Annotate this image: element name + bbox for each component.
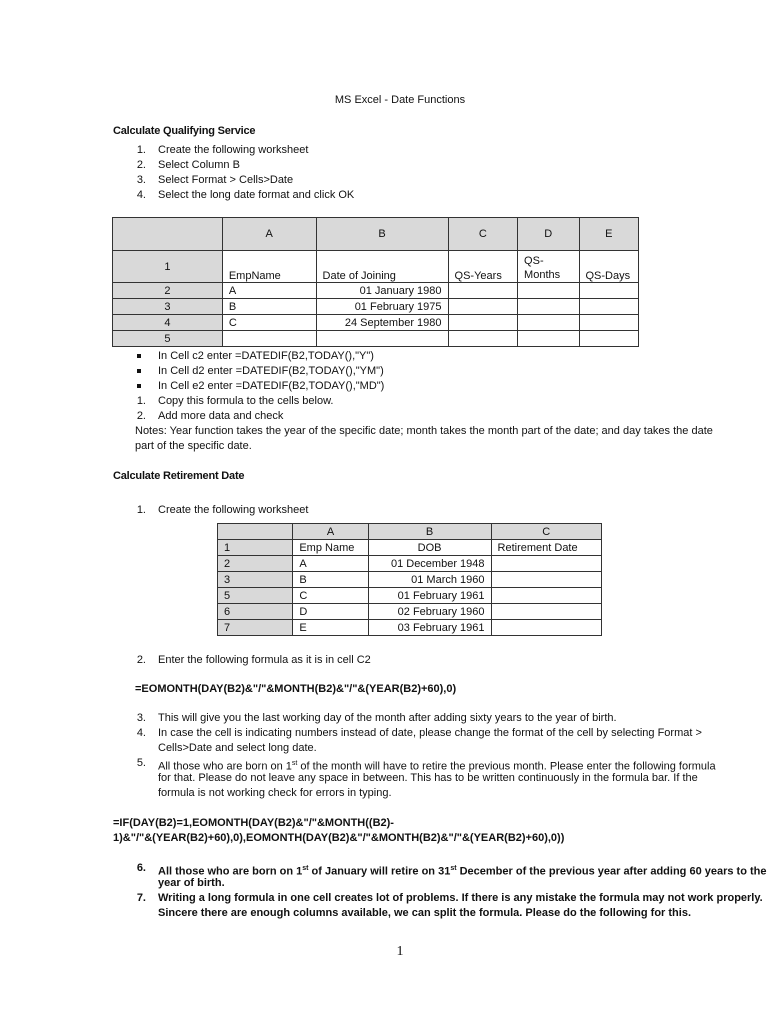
col-header: A	[222, 218, 316, 251]
qualifying-service-table	[112, 217, 639, 347]
step-item: Select Format > Cells>Date	[158, 174, 294, 186]
step-item: All those who are born on 1st of January will retire on 31st December of the previous year after adding 60 years to the	[158, 865, 767, 878]
col-header: C	[491, 524, 601, 540]
notes-line: part of the specific date.	[135, 440, 252, 452]
document-title: MS Excel - Date Functions	[334, 94, 466, 106]
col-header: B	[316, 218, 448, 251]
step-item: Add more data and check	[158, 410, 284, 422]
bullet-item: In Cell d2 enter =DATEDIF(B2,TODAY(),"YM")	[158, 365, 384, 377]
formula-if-eomonth-cont: 1)&"/"&(YEAR(B2)+60),0),EOMONTH(DAY(B2)&"/"&MONTH(B2)&"/"&(YEAR(B2)+60),0))	[113, 832, 565, 844]
notes-line: Notes: Year function takes the year of the specific date; month takes the month part of the date; and day takes the date	[135, 425, 713, 437]
row-header: 1	[113, 251, 223, 283]
page-number: 1	[396, 944, 404, 959]
table-row: 3 B 01 March 1960	[218, 572, 602, 588]
step-item: Enter the following formula as it is in cell C2	[158, 654, 371, 666]
step-item-cont: Cells>Date and select long date.	[158, 742, 317, 754]
table-row: 1 Emp Name DOB Retirement Date	[218, 540, 602, 556]
table-row: 7 E 03 February 1961	[218, 620, 602, 636]
step-item: Writing a long formula in one cell creates lot of problems. If there is any mistake the formula may not work properly.	[158, 892, 763, 904]
col-header: B	[368, 524, 491, 540]
table-row: 5	[113, 331, 639, 347]
bullet-item: In Cell c2 enter =DATEDIF(B2,TODAY(),"Y")	[158, 350, 374, 362]
table-row: 2 A 01 January 1980	[113, 283, 639, 299]
table-row: 3 B 01 February 1975	[113, 299, 639, 315]
col-header: C	[448, 218, 518, 251]
table-row: 2 A 01 December 1948	[218, 556, 602, 572]
step-item: Select Column B	[158, 159, 240, 171]
step-item-cont: for that. Please do not leave any space in between. This has to be written continuously in the formula bar. If the	[158, 772, 698, 784]
table-cell: QS- Months	[518, 251, 579, 283]
section-heading-qualifying-service: Calculate Qualifying Service	[113, 125, 256, 137]
table-row	[113, 251, 639, 283]
section-heading-retirement-date: Calculate Retirement Date	[113, 470, 245, 482]
step-item: All those who are born on 1st of the month will have to retire the previous month. Please enter the following formula	[158, 760, 716, 773]
formula-if-eomonth: =IF(DAY(B2)=1,EOMONTH(DAY(B2)&"/"&MONTH((B2)-	[113, 817, 394, 829]
table-cell: QS-Days	[579, 251, 639, 283]
col-header: A	[293, 524, 368, 540]
step-item: Copy this formula to the cells below.	[158, 395, 334, 407]
col-header: E	[579, 218, 639, 251]
step-item: This will give you the last working day of the month after adding sixty years to the year of birth.	[158, 712, 617, 724]
table-cell: QS-Years	[448, 251, 518, 283]
step-item: Select the long date format and click OK	[158, 189, 355, 201]
step-item: In case the cell is indicating numbers instead of date, please change the format of the cell by selecting Format >	[158, 727, 702, 739]
col-header: D	[518, 218, 579, 251]
retirement-table	[217, 523, 602, 636]
step-item: Create the following worksheet	[158, 144, 309, 156]
table-row: 6 D 02 February 1960	[218, 604, 602, 620]
step-item-cont: year of birth.	[158, 877, 225, 889]
table-cell: Date of Joining	[316, 251, 448, 283]
bullet-item: In Cell e2 enter =DATEDIF(B2,TODAY(),"MD")	[158, 380, 385, 392]
step-item-cont: formula is not working check for errors in typing.	[158, 787, 392, 799]
formula-eomonth: =EOMONTH(DAY(B2)&"/"&MONTH(B2)&"/"&(YEAR(B2)+60),0)	[135, 683, 457, 695]
step-item-cont: Sincere there are enough columns available, we can split the formula. Please do the following for this.	[158, 907, 692, 919]
step-item: Create the following worksheet	[158, 504, 309, 516]
table-row: 5 C 01 February 1961	[218, 588, 602, 604]
table-row: 4 C 24 September 1980	[113, 315, 639, 331]
table-cell: EmpName	[222, 251, 316, 283]
